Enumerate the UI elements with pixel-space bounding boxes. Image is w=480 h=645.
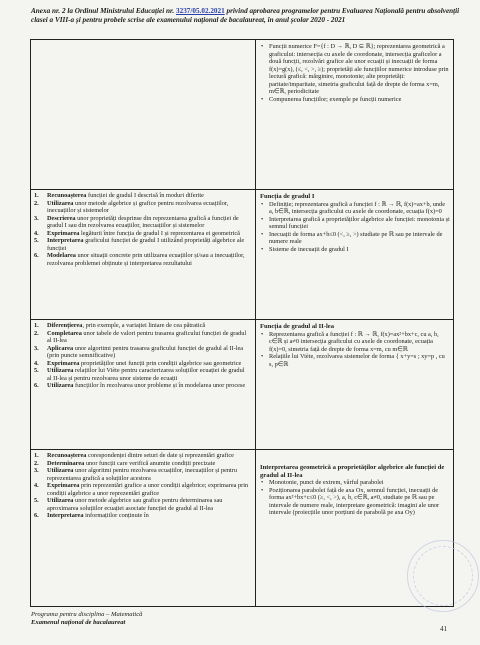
competence-item: 5. Interpretarea graficului funcției de gradul I utilizând proprietăți algebrice ale funcției [34, 237, 245, 252]
table-row [31, 40, 453, 190]
section-title: Funcția de gradul I [260, 193, 315, 200]
page-number: 41 [440, 625, 447, 633]
list-item: • Inecuații de forma ax+b≤0 (<, ≥, >) studiate pe ℝ sau pe intervale de numere reale [260, 231, 450, 246]
table-row [31, 450, 453, 607]
competence-item: 6. Utilizarea funcțiilor în rezolvarea unor probleme și în modelarea unor procese [34, 382, 246, 389]
header-post: privind aprobarea programelor pentru Evaluarea Națională pentru absolvenții clasei a VIII-a și pentru probele scrise ale examenului național de bacalaureat, în anul școlar 2020 - 2021 [31, 7, 460, 24]
right-cell [260, 323, 450, 368]
table-row [31, 320, 453, 450]
competence-item: 2. Completarea unor tabele de valori pentru trasarea graficului funcției de gradul al II-lea [34, 329, 247, 344]
competence-item: 2. Utilizarea unor metode algebrice și grafice pentru rezolvarea ecuațiilor, inecuațiilor și sistemelor [34, 199, 229, 214]
left-cell [34, 452, 250, 520]
competence-item: 4. Exprimarea legăturii între funcția de gradul I și reprezentarea ei geometrică [34, 229, 240, 237]
list-item: • Reprezentarea grafică a funcției f : ℝ → ℝ, f(x)=ax²+bx+c, cu a, b, c∈ℝ și a≠0 intersecția graficului cu axele de coordonate, ecuația f(x)=0, simetria față de drepte de forma x=m, cu m∈ℝ [260, 331, 450, 354]
competence-item: 3. Descrierea unor proprietăți desprinse din reprezentarea grafică a funcției de gradul I sau din rezolvarea ecuațiilor, inecuațiilor și sistemelor [34, 214, 239, 229]
right-cell [260, 464, 450, 517]
handwritten-order-number: 3237/05.02.2021 [176, 7, 225, 15]
left-cell [34, 192, 250, 267]
competence-item: 1. Recunoașterea funcției de gradul I descrisă în moduri diferite [34, 192, 204, 199]
footer-line-1: Programa pentru disciplina – Matematică [31, 611, 143, 618]
competence-item: 1. Diferențierea, prin exemple, a variației liniare de cea pătratică [34, 322, 206, 329]
competence-item: 3. Utilizarea unor algoritmi pentru rezolvarea ecuațiilor, inecuațiilor și pentru reprezentarea grafică a soluțiilor acestora [34, 467, 238, 482]
page-footer [31, 611, 142, 627]
right-cell [260, 43, 450, 103]
left-cell [34, 322, 250, 390]
section-title: Funcția de gradul al II-lea [260, 323, 334, 330]
page-header [31, 7, 461, 24]
competence-item: 1. Recunoașterea corespondenței dintre seturi de date și reprezentări grafice [34, 452, 234, 459]
competence-item: 5. Utilizarea unor metode algebrice sau grafice pentru determinarea sau aproximarea soluțiilor ecuației asociate funcției de gradul al II-lea [34, 497, 223, 512]
official-seal-inner-ring [413, 546, 473, 606]
competence-item: 6. Modelarea unor situații concrete prin utilizarea ecuațiilor și/sau a inecuațiilor, rezolvarea problemei obținute și interpretarea rezultatului [34, 252, 245, 267]
section-title: Interpretarea geometrică a proprietăților algebrice ale funcției de gradul al II-lea [260, 464, 445, 479]
list-item: • Poziționarea parabolei față de axa Ox, semnul funcției, inecuații de forma ax²+bx+c≤0 (≥, <, >), a, b, c∈ℝ, a≠0, studiate pe ℝ sau pe intervale de numere reale, interpretare geometrică: imagini ale unor intervale (proiecțiile unor porțiuni de parabolă pe axa Oy) [260, 487, 450, 517]
competence-item: 4. Exprimarea prin reprezentări grafice a unor condiții algebrice; exprimarea prin condiții algebrice a unor reprezentări grafice [34, 482, 249, 497]
curriculum-table [30, 39, 454, 607]
list-item: • Funcții numerice F={f : D → ℝ, D ⊆ ℝ}; reprezentarea geometrică a graficului: intersecția cu axele de coordonate, intersecția graficelor a două funcții, rezolvări grafice ale unor ecuații și inecuații de forma f(x)=g(x), (≤, <, >, ≥); proprietăți ale funcțiilor numerice introduse prin lectură grafică: mărginire, monotonie; alte proprietăți: paritate/imparitate, simetria graficului față de drepte de forma x=m, m∈ℝ, periodicitate [260, 43, 450, 96]
competence-item: 5. Utilizarea relațiilor lui Viète pentru caracterizarea soluțiilor ecuației de gradul al II-lea și pentru rezolvarea unor sisteme de ecuații [34, 367, 245, 382]
table-row [31, 190, 453, 320]
list-item: • Sisteme de inecuații de gradul I [260, 246, 450, 254]
competence-item: 3. Aplicarea unor algoritmi pentru trasarea graficului funcției de gradul al II-lea (prin puncte semnificative) [34, 344, 244, 359]
header-pre: Anexa nr. 2 la Ordinul Ministrului Educației nr. [31, 7, 175, 15]
right-cell [260, 193, 450, 253]
list-item: • Monotonie, punct de extrem, vârful parabolei [260, 479, 450, 487]
list-item: • Definiție; reprezentarea grafică a funcției f : ℝ → ℝ, f(x)=ax+b, unde a, b∈ℝ, intersecția graficului cu axele de coordonate, ecuația f(x)=0 [260, 201, 450, 216]
list-item: • Compunerea funcțiilor; exemple pe funcții numerice [260, 96, 450, 104]
list-item: • Interpretarea grafică a proprietăților algebrice ale funcției: monotonia și semnul funcției [260, 216, 450, 231]
competence-item: 6. Interpretarea informațiilor conținute în [34, 512, 149, 519]
list-item: • Relațiile lui Viète, rezolvarea sistemelor de forma { x+y=s ; xy=p , cu s, p∈ℝ [260, 353, 450, 368]
competence-item: 2. Determinarea unor funcții care verifică anumite condiții precizate [34, 459, 216, 467]
competence-item: 4. Exprimarea proprietăților unei funcții prin condiții algebrice sau geometrice [34, 359, 242, 367]
footer-line-2: Examenul național de bacalaureat [31, 619, 126, 626]
